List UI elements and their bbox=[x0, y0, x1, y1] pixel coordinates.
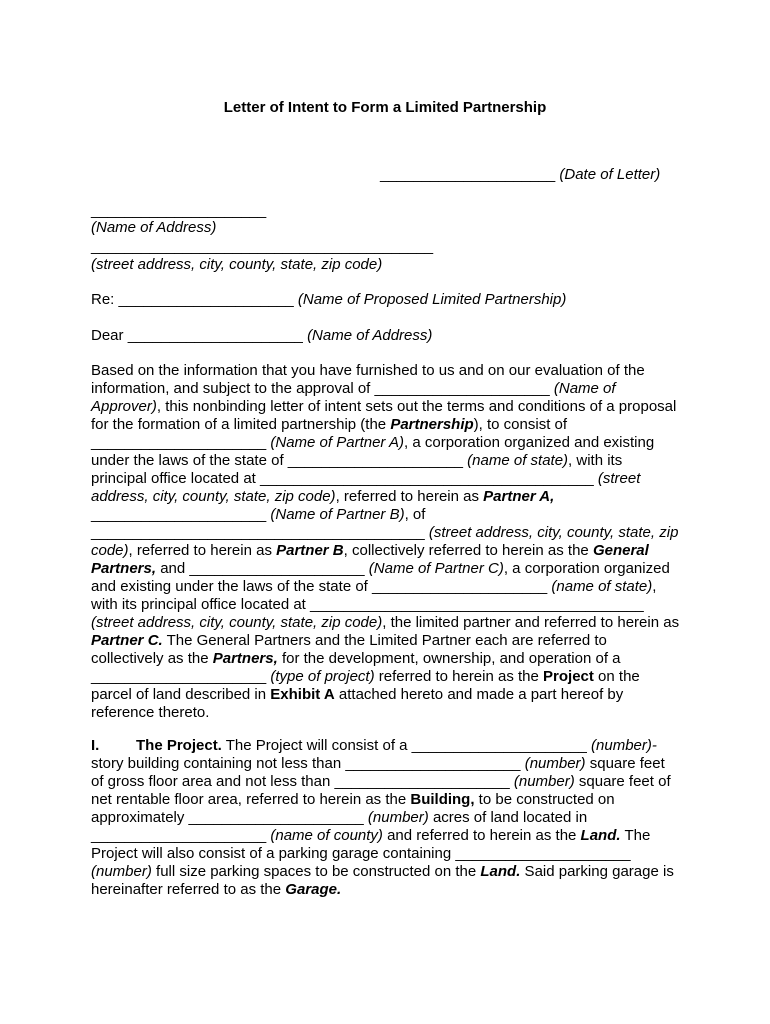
intro-paragraph bbox=[91, 362, 681, 722]
text-run: , of bbox=[404, 506, 426, 523]
text-run: Re: bbox=[91, 291, 119, 308]
text-run: Dear bbox=[91, 327, 128, 344]
text-run: , a corporation organized and existing under the laws of the state of bbox=[91, 560, 670, 595]
re-blank: _____________________ bbox=[118, 291, 294, 308]
text-run: Based on the information that you have furnished to us and on our evaluation of the information, and subject to the approval of bbox=[91, 362, 645, 397]
text-run: Project bbox=[543, 668, 594, 685]
text-run: _____________________ bbox=[345, 755, 521, 772]
text-run: _____________________ bbox=[91, 506, 267, 523]
section-heading: The Project. bbox=[136, 737, 222, 754]
text-run: full size parking spaces to be constructed on the bbox=[151, 863, 481, 880]
text-run: on the parcel of land described in bbox=[91, 668, 640, 703]
re-label: (Name of Proposed Limited Partnership) bbox=[297, 291, 567, 308]
text-run: General Partners, bbox=[91, 542, 649, 577]
text-run: , with its principal office located at bbox=[91, 578, 657, 613]
text-run: (street address, city, county, state, zip code) bbox=[91, 470, 641, 505]
re-line bbox=[91, 291, 566, 309]
text-run: _____________________ bbox=[411, 737, 587, 754]
text-run: (Name of Address) bbox=[91, 219, 217, 236]
text-run: (street address, city, county, state, zip code) bbox=[91, 614, 383, 631]
dear-label: (Name of Address) bbox=[307, 327, 433, 344]
dear-line bbox=[91, 327, 432, 345]
date-blank: _____________________ bbox=[380, 166, 556, 183]
address-name-label bbox=[91, 219, 216, 237]
text-run: _____________________ bbox=[188, 809, 364, 826]
text-run: _____________________ bbox=[91, 827, 267, 844]
text-run: ________________________________________ bbox=[91, 524, 425, 541]
text-run: Partner A, bbox=[483, 488, 555, 505]
text-run: for the development, ownership, and operation of a bbox=[277, 650, 621, 667]
text-run: and referred to herein as the bbox=[382, 827, 581, 844]
text-run: _____________________ bbox=[91, 668, 267, 685]
text-run: Said parking garage is hereinafter referred to as the bbox=[91, 863, 674, 898]
text-run: square feet of gross floor area and not less than bbox=[91, 755, 665, 790]
text-run: (number) bbox=[363, 809, 429, 826]
text-run: _____________________ bbox=[189, 560, 365, 577]
text-run: (name of state) bbox=[463, 452, 569, 469]
text-run: acres of land located in bbox=[428, 809, 588, 826]
text-run: , collectively referred to herein as the bbox=[343, 542, 593, 559]
text-run: Partnership bbox=[390, 416, 474, 433]
date-label: (Date of Letter) bbox=[559, 166, 661, 183]
text-run: Partner B bbox=[276, 542, 344, 559]
document-title: Letter of Intent to Form a Limited Partnership bbox=[223, 99, 547, 116]
text-run: (Name of Partner B) bbox=[266, 506, 405, 523]
text-run: (name of county) bbox=[266, 827, 383, 844]
date-line bbox=[380, 166, 660, 184]
text-run: , referred to herein as bbox=[128, 542, 277, 559]
text-run: Building, bbox=[410, 791, 475, 808]
text-run: Partners, bbox=[212, 650, 278, 667]
text-run: (number)- bbox=[586, 737, 657, 754]
text-run: _____________________ bbox=[91, 434, 267, 451]
text-run: (Name of Approver) bbox=[91, 380, 616, 415]
text-run: (street address, city, county, state, zip code) bbox=[91, 524, 679, 559]
text-run: Land. bbox=[480, 863, 521, 880]
text-run: (Name of Partner C) bbox=[364, 560, 504, 577]
text-run: _____________________ bbox=[374, 380, 550, 397]
dear-blank: _____________________ bbox=[127, 327, 303, 344]
text-run: (number) bbox=[520, 755, 586, 772]
text-run: ________________________________________ bbox=[310, 596, 644, 613]
text-run: square feet of net rentable floor area, referred to herein as the bbox=[91, 773, 671, 808]
text-run: _____________________ bbox=[287, 452, 463, 469]
text-run: (number) bbox=[509, 773, 575, 790]
text-run: (number) bbox=[91, 863, 152, 880]
text-run: The Project will consist of a bbox=[221, 737, 412, 754]
text-run: The General Partners and the Limited Partner each are referred to collectively as the bbox=[91, 632, 607, 667]
text-run: , referred to herein as bbox=[335, 488, 484, 505]
text-run: ________________________________________ bbox=[260, 470, 594, 487]
text-run: , this nonbinding letter of intent sets out the terms and conditions of a proposal for the formation of a limited partnership (the bbox=[91, 398, 677, 433]
section-project bbox=[91, 737, 681, 899]
text-run: _____________________ bbox=[372, 578, 548, 595]
text-run: to be constructed on approximately bbox=[91, 791, 615, 826]
text-run: attached hereto and made a part hereof by reference thereto. bbox=[91, 686, 624, 721]
text-run: (name of state) bbox=[547, 578, 653, 595]
text-run: Land. bbox=[580, 827, 621, 844]
address-name-blank: _____________________ bbox=[91, 202, 267, 219]
text-run: referred to herein as the bbox=[374, 668, 544, 685]
text-run: _____________________ bbox=[455, 845, 631, 862]
text-run: The Project will also consist of a parking garage containing bbox=[91, 827, 651, 862]
text-run: Exhibit A bbox=[270, 686, 335, 703]
text-run: story building containing not less than bbox=[91, 755, 346, 772]
text-run: , with its principal office located at bbox=[91, 452, 623, 487]
text-run: (street address, city, county, state, zip code) bbox=[91, 256, 383, 273]
text-run: (Name of Partner A) bbox=[266, 434, 405, 451]
text-run: ), to consist of bbox=[473, 416, 568, 433]
text-run: _____________________ bbox=[334, 773, 510, 790]
text-run: Partner C. bbox=[91, 632, 163, 649]
text-run: (type of project) bbox=[266, 668, 375, 685]
address-street-blank: _________________________________________ bbox=[91, 238, 434, 255]
text-run: , a corporation organized and existing under the laws of the state of bbox=[91, 434, 655, 469]
text-run: Garage. bbox=[285, 881, 342, 898]
address-street-label bbox=[91, 256, 382, 274]
text-run: and bbox=[156, 560, 190, 577]
section-number: I. bbox=[91, 737, 100, 754]
text-run: , the limited partner and referred to herein as bbox=[382, 614, 680, 631]
